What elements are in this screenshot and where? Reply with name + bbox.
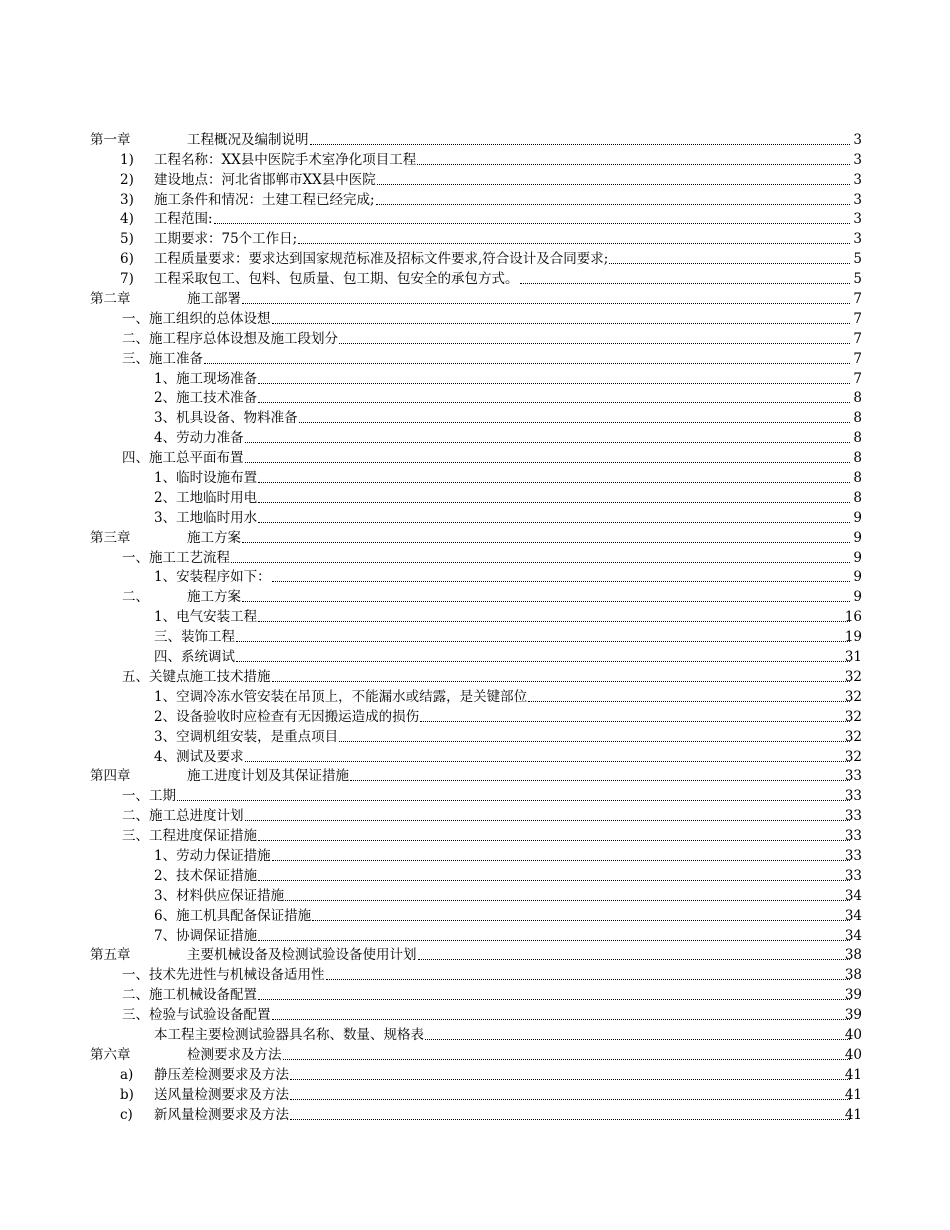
toc-entry-label: [154, 864, 851, 884]
dot-leader: [258, 482, 850, 483]
toc-entry-number: 第一章: [90, 131, 131, 148]
toc-entry-title: 施工方案: [187, 589, 241, 606]
toc-entry-page-number: 7: [853, 291, 862, 308]
toc-entry-page-number: 3: [853, 211, 862, 228]
toc-entry-label: [154, 705, 851, 725]
toc-entry-title: 三、工程进度保证措施: [122, 828, 257, 845]
toc-entry-title: 二、施工机械设备配置: [122, 987, 257, 1004]
toc-entry-label: [154, 367, 851, 387]
toc-entry-page-number: 39: [844, 1007, 862, 1024]
toc-entry-title: 4、劳动力准备: [154, 430, 244, 447]
toc-entry-title: 3、机具设备、物料准备: [154, 410, 298, 427]
toc-entry-number: 第六章: [90, 1046, 131, 1063]
toc-entry-title: 建设地点：河北省邯郸市XX县中医院: [154, 171, 376, 188]
toc-entry-label: [154, 168, 851, 188]
dot-leader: [377, 184, 850, 185]
dot-leader: [258, 502, 850, 503]
toc-entry-page-number: 41: [844, 1066, 862, 1083]
toc-entry-label: [154, 1083, 851, 1103]
toc-entry-label: [154, 386, 851, 406]
toc-entry-title: 一、施工组织的总体设想: [122, 310, 271, 327]
toc-entry-label: [122, 546, 851, 566]
toc-entry-title: 6、施工机具配备保证措施: [154, 907, 312, 924]
toc-entry-title: 2、设备验收时应检查有无因搬运造成的损伤: [154, 708, 420, 725]
toc-entry-label: [187, 1043, 851, 1063]
dot-leader: [272, 681, 851, 682]
toc-entry-label: [154, 625, 851, 645]
dot-leader: [245, 820, 851, 821]
toc-entry-page-number: 9: [853, 569, 862, 586]
toc-entry-number: 第五章: [90, 947, 131, 964]
toc-entry-title: 施工部署: [187, 291, 241, 308]
toc-entry-label: [154, 406, 851, 426]
dot-leader: [298, 243, 850, 244]
toc-entry-page-number: 8: [853, 450, 862, 467]
toc-entry-label: [187, 287, 851, 307]
dot-leader: [242, 601, 850, 602]
toc-entry-page-number: 32: [844, 668, 862, 685]
toc-entry-page-number: 32: [844, 708, 862, 725]
toc-entry-title: 三、装饰工程: [154, 629, 235, 646]
toc-entry-label: [122, 983, 851, 1003]
toc-entry-label: [187, 585, 851, 605]
toc-entry-page-number: 39: [844, 987, 862, 1004]
toc-entry-label: [187, 526, 851, 546]
toc-entry-page-number: 7: [853, 370, 862, 387]
toc-entry-page-number: 8: [853, 430, 862, 447]
toc-entry-page-number: 8: [853, 470, 862, 487]
toc-entry-label: [122, 1003, 851, 1023]
toc-entry-page-number: 34: [844, 907, 862, 924]
toc-entry-page-number: 3: [853, 151, 862, 168]
toc-entry-title: 3、材料供应保证措施: [154, 887, 285, 904]
toc-entry-label: [154, 227, 851, 247]
toc-entry-page-number: 38: [844, 947, 862, 964]
toc-entry-title: 二、施工总进度计划: [122, 808, 244, 825]
toc-entry-title: 一、工期: [122, 788, 176, 805]
dot-leader: [258, 621, 850, 622]
toc-entry[interactable]: [0, 1105, 950, 1125]
toc-entry-title: 1、安装程序如下：: [154, 569, 271, 586]
toc-entry-label: [154, 904, 851, 924]
toc-entry-page-number: 40: [844, 1026, 862, 1043]
toc-entry-title: 施工方案: [187, 529, 241, 546]
toc-entry-title: 三、施工准备: [122, 350, 203, 367]
dot-leader: [528, 701, 850, 702]
toc-entry-title: 1、临时设施布置: [154, 470, 258, 487]
toc-entry-title: 施工进度计划及其保证措施: [187, 768, 349, 785]
toc-entry-page-number: 33: [844, 768, 862, 785]
toc-entry-page-number: 5: [853, 271, 862, 288]
toc-entry-page-number: 9: [853, 549, 862, 566]
toc-entry-title: 4、测试及要求: [154, 748, 244, 765]
toc-entry-title: 1、电气安装工程: [154, 609, 258, 626]
toc-entry-label: [154, 565, 851, 585]
dot-leader: [290, 1099, 850, 1100]
toc-entry-label: [154, 725, 851, 745]
toc-entry-page-number: 32: [844, 688, 862, 705]
dot-leader: [214, 223, 850, 224]
dot-leader: [242, 303, 850, 304]
toc-entry-label: [187, 764, 851, 784]
toc-entry-label: [154, 1063, 851, 1083]
dot-leader: [290, 1119, 850, 1120]
dot-leader: [272, 323, 851, 324]
toc-entry-label: [154, 466, 851, 486]
toc-entry-label: [154, 247, 851, 267]
dot-leader: [236, 661, 850, 662]
dot-leader: [339, 343, 850, 344]
toc-entry-label: [154, 745, 851, 765]
toc-entry-title: 7、协调保证措施: [154, 927, 258, 944]
toc-entry-page-number: 40: [844, 1046, 862, 1063]
toc-entry-label: [154, 844, 851, 864]
dot-leader: [177, 800, 850, 801]
dot-leader: [272, 860, 850, 861]
toc-entry-page-number: 34: [844, 887, 862, 904]
dot-leader: [258, 999, 850, 1000]
toc-entry-title: 1、施工现场准备: [154, 370, 258, 387]
toc-entry-title: 四、系统调试: [154, 649, 235, 666]
toc-entry-page-number: 38: [844, 967, 862, 984]
toc-entry-title: 五、关键点施工技术措施: [122, 668, 271, 685]
toc-entry-page-number: 7: [853, 310, 862, 327]
toc-entry-page-number: 33: [844, 847, 862, 864]
toc-entry-page-number: 16: [844, 609, 862, 626]
toc-entry-label: [122, 347, 851, 367]
toc-entry-title: 三、检验与试验设备配置: [122, 1007, 271, 1024]
toc-entry-label: [187, 128, 851, 148]
dot-leader: [258, 402, 850, 403]
toc-entry-number: 3): [120, 191, 134, 208]
toc-entry-title: 一、技术先进性与机械设备适用性: [122, 967, 325, 984]
toc-entry-title: 1、劳动力保证措施: [154, 847, 271, 864]
toc-entry-label: [122, 327, 851, 347]
dot-leader: [258, 840, 850, 841]
dot-leader: [245, 442, 850, 443]
toc-entry-label: [154, 207, 851, 227]
toc-entry-label: [154, 486, 851, 506]
toc-entry-label: [154, 426, 851, 446]
toc-entry-page-number: 3: [853, 191, 862, 208]
toc-entry-label: [154, 267, 851, 287]
dot-leader: [245, 761, 850, 762]
toc-entry-page-number: 41: [844, 1086, 862, 1103]
dot-leader: [258, 522, 850, 523]
toc-entry-label: [154, 1103, 851, 1123]
toc-entry-label: [154, 605, 851, 625]
dot-leader: [231, 562, 850, 563]
toc-entry-page-number: 33: [844, 867, 862, 884]
dot-leader: [283, 1059, 851, 1060]
toc-entry-title: 施工条件和情况：土建工程已经完成;: [154, 191, 375, 208]
toc-entry-label: [122, 307, 851, 327]
dot-leader: [312, 920, 850, 921]
toc-entry-number: 第三章: [90, 529, 131, 546]
toc-entry-number: 5): [120, 231, 134, 248]
toc-entry-label: [122, 804, 851, 824]
toc-entry-page-number: 7: [853, 350, 862, 367]
toc-entry-label: [154, 884, 851, 904]
toc-entry-page-number: 41: [844, 1106, 862, 1123]
toc-entry-page-number: 8: [853, 390, 862, 407]
toc-entry-label: [122, 784, 851, 804]
dot-leader: [204, 363, 850, 364]
toc-entry-page-number: 33: [844, 808, 862, 825]
toc-entry-page-number: 8: [853, 489, 862, 506]
toc-entry-page-number: 34: [844, 927, 862, 944]
toc-entry-label: [154, 1023, 851, 1043]
dot-leader: [272, 1019, 851, 1020]
toc-entry-number: 2): [120, 171, 134, 188]
toc-entry-label: [154, 188, 851, 208]
toc-entry-page-number: 9: [853, 509, 862, 526]
toc-entry-page-number: 31: [844, 649, 862, 666]
dot-leader: [609, 263, 850, 264]
toc-entry-number: 第四章: [90, 768, 131, 785]
dot-leader: [310, 144, 851, 145]
toc-entry-number: c): [120, 1106, 133, 1123]
toc-entry-title: 送风量检测要求及方法: [154, 1086, 289, 1103]
toc-entry-number: 6): [120, 251, 134, 268]
dot-leader: [242, 542, 850, 543]
dot-leader: [258, 880, 850, 881]
toc-entry-page-number: 3: [853, 231, 862, 248]
dot-leader: [339, 741, 850, 742]
toc-entry-number: 二、: [122, 589, 149, 606]
toc-entry-title: 静压差检测要求及方法: [154, 1066, 289, 1083]
toc-entry-page-number: 33: [844, 828, 862, 845]
toc-entry-title: 工程质量要求：要求达到国家规范标准及招标文件要求,符合设计及合同要求;: [154, 251, 609, 268]
dot-leader: [520, 283, 851, 284]
toc-entry-title: 3、空调机组安装，是重点项目: [154, 728, 339, 745]
dot-leader: [418, 959, 851, 960]
toc-entry-title: 2、工地临时用电: [154, 489, 258, 506]
toc-entry-page-number: 3: [853, 171, 862, 188]
toc-entry-title: 新风量检测要求及方法: [154, 1106, 289, 1123]
toc-entry-title: 工程概况及编制说明: [187, 131, 309, 148]
dot-leader: [299, 422, 850, 423]
toc-entry-title: 工程采取包工、包料、包质量、包工期、包安全的承包方式。: [154, 271, 519, 288]
toc-entry-title: 工期要求：75个工作日;: [154, 231, 298, 248]
dot-leader: [420, 721, 850, 722]
toc-entry-label: [187, 943, 851, 963]
dot-leader: [258, 940, 850, 941]
toc-entry-number: 7): [120, 271, 134, 288]
dot-leader: [417, 164, 850, 165]
toc-entry-title: 2、技术保证措施: [154, 867, 258, 884]
toc-entry-label: [122, 824, 851, 844]
toc-entry-number: a): [120, 1066, 134, 1083]
dot-leader: [245, 462, 851, 463]
toc-entry-title: 主要机械设备及检测试验设备使用计划: [187, 947, 417, 964]
toc-entry-label: [154, 645, 851, 665]
dot-leader: [350, 780, 850, 781]
toc-entry-page-number: 9: [853, 529, 862, 546]
toc-entry-label: [154, 148, 851, 168]
dot-leader: [258, 383, 850, 384]
toc-entry-title: 二、施工程序总体设想及施工段划分: [122, 330, 338, 347]
dot-leader: [285, 900, 850, 901]
dot-leader: [290, 1079, 850, 1080]
dot-leader: [272, 581, 850, 582]
toc-entry-title: 四、施工总平面布置: [122, 450, 244, 467]
toc-entry-title: 一、施工工艺流程: [122, 549, 230, 566]
toc-entry-number: 1): [120, 151, 134, 168]
table-of-contents: [0, 130, 950, 1125]
toc-entry-page-number: 33: [844, 788, 862, 805]
toc-entry-label: [154, 685, 851, 705]
toc-entry-label: [154, 924, 851, 944]
toc-entry-page-number: 32: [844, 748, 862, 765]
toc-entry-page-number: 19: [844, 629, 862, 646]
toc-entry-page-number: 7: [853, 330, 862, 347]
toc-entry-page-number: 8: [853, 410, 862, 427]
toc-entry-label: [122, 963, 851, 983]
toc-entry-title: 2、施工技术准备: [154, 390, 258, 407]
toc-entry-number: b): [120, 1086, 134, 1103]
toc-entry-label: [122, 446, 851, 466]
toc-entry-page-number: 3: [853, 131, 862, 148]
toc-entry-title: 本工程主要检测试验器具名称、数量、规格表: [154, 1026, 424, 1043]
toc-entry-page-number: 5: [853, 251, 862, 268]
toc-entry-title: 工程范围:: [154, 211, 213, 228]
toc-entry-number: 4): [120, 211, 134, 228]
dot-leader: [236, 641, 850, 642]
toc-entry-title: 3、工地临时用水: [154, 509, 258, 526]
toc-entry-page-number: 32: [844, 728, 862, 745]
toc-entry-number: 第二章: [90, 291, 131, 308]
dot-leader: [326, 979, 851, 980]
dot-leader: [376, 204, 850, 205]
toc-entry-title: 检测要求及方法: [187, 1046, 282, 1063]
toc-entry-page-number: 9: [853, 589, 862, 606]
toc-entry-title: 工程名称：XX县中医院手术室净化项目工程: [154, 151, 417, 168]
toc-entry-title: 1、空调冷冻水管安装在吊顶上，不能漏水或结露，是关键部位: [154, 688, 528, 705]
toc-entry-label: [154, 506, 851, 526]
dot-leader: [425, 1039, 850, 1040]
toc-entry-label: [122, 665, 851, 685]
